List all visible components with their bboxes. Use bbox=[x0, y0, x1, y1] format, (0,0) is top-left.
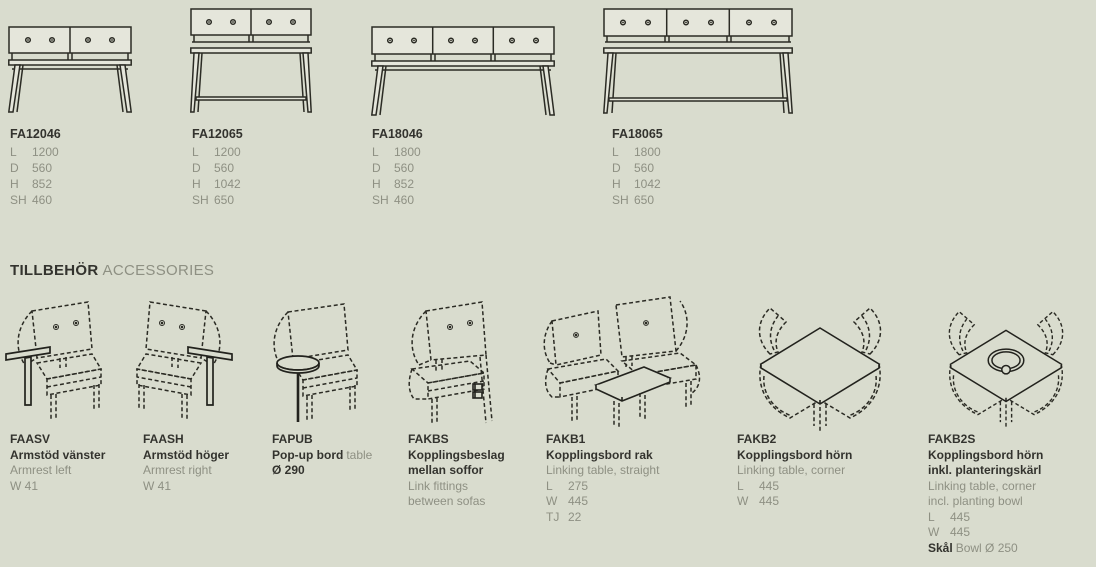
accessory-code: FAKB2 bbox=[737, 432, 777, 446]
accessory-name: Pop-up bord table bbox=[272, 447, 373, 462]
spec-row: H 852 bbox=[372, 177, 415, 191]
spec-row: H 1042 bbox=[192, 177, 241, 191]
accessory-name-en: Linking table, straight bbox=[546, 463, 660, 477]
product-code: FA18065 bbox=[612, 127, 663, 141]
section-heading bbox=[10, 262, 214, 279]
product-info-fa12065 bbox=[192, 126, 243, 208]
illustration-faash bbox=[132, 297, 234, 429]
accessory-code: FAASH bbox=[143, 432, 184, 446]
accessory-name-sv: Kopplingsbeslag bbox=[408, 447, 505, 462]
product-code: FA12046 bbox=[10, 127, 61, 141]
accessory-name-en: Linking table, corner bbox=[928, 478, 1037, 493]
accessory-info-fakb2 bbox=[737, 432, 872, 510]
spec-row: L 1800 bbox=[372, 145, 421, 159]
accessory-name-en: Armrest left bbox=[10, 463, 72, 477]
accessory-name-sv: Armstöd vänster bbox=[10, 447, 106, 462]
spec-row: SH 460 bbox=[10, 193, 53, 207]
dim-row: W 41 bbox=[143, 478, 172, 493]
spec-row: H 1042 bbox=[612, 177, 661, 191]
accessory-name-en: incl. planting bowl bbox=[928, 494, 1023, 508]
accessory-name-sv: mellan soffor bbox=[408, 463, 484, 477]
illustration-fa12065 bbox=[190, 8, 312, 113]
accessory-code: FAKB1 bbox=[546, 432, 586, 446]
accessory-name-en: between sofas bbox=[408, 494, 486, 508]
spec-row: L 1800 bbox=[612, 145, 661, 159]
accessory-code: FAKB2S bbox=[928, 432, 976, 446]
product-info-fa12046 bbox=[10, 126, 61, 208]
accessory-diameter: Ø 290 bbox=[272, 463, 305, 477]
spec-row: L 1200 bbox=[192, 145, 241, 159]
product-info-fa18046 bbox=[372, 126, 423, 208]
spec-row: SH 460 bbox=[372, 193, 415, 207]
product-info-fa18065 bbox=[612, 126, 663, 208]
dim-row: W 445 bbox=[737, 494, 780, 508]
accessory-name-en: Armrest right bbox=[143, 463, 212, 477]
section-title-english: ACCESSORIES bbox=[102, 262, 215, 279]
illustration-fakb1 bbox=[540, 293, 705, 435]
illustration-fapub bbox=[258, 300, 360, 430]
product-code: FA12065 bbox=[192, 127, 243, 141]
accessory-info-fakb1 bbox=[546, 432, 681, 525]
spec-row: L 1200 bbox=[10, 145, 59, 159]
spec-row: D 560 bbox=[612, 161, 655, 175]
armrest-right bbox=[188, 347, 232, 405]
illustration-fa12046 bbox=[8, 26, 132, 113]
illustration-fa18065 bbox=[603, 8, 793, 114]
illustration-faasv bbox=[4, 297, 106, 429]
illustration-fakbs bbox=[398, 297, 500, 429]
illustration-fa18046 bbox=[371, 26, 555, 116]
spec-row: H 852 bbox=[10, 177, 53, 191]
product-code: FA18046 bbox=[372, 127, 423, 141]
accessory-code: FAASV bbox=[10, 432, 51, 446]
spec-row: SH 650 bbox=[192, 193, 235, 207]
dim-row: W 445 bbox=[546, 494, 589, 508]
accessory-name-en: Link fittings bbox=[408, 478, 469, 493]
accessory-info-fakb2s bbox=[928, 432, 1063, 556]
spec-row: SH 650 bbox=[612, 193, 655, 207]
accessory-code: FAPUB bbox=[272, 432, 313, 446]
armrest-left bbox=[6, 347, 50, 405]
dim-row: L 445 bbox=[737, 478, 780, 493]
accessory-info-fakbs bbox=[408, 432, 543, 510]
accessory-name-sv: Armstöd höger bbox=[143, 447, 230, 462]
spec-row: D 560 bbox=[372, 161, 415, 175]
dim-row: TJ 22 bbox=[546, 509, 582, 524]
illustration-fakb2s bbox=[918, 296, 1094, 434]
accessory-info-fapub bbox=[272, 432, 407, 479]
dim-row: W 41 bbox=[10, 478, 39, 493]
section-title-swedish: TILLBEHÖR bbox=[10, 262, 99, 279]
bowl-row: Skål Bowl Ø 250 bbox=[928, 540, 1018, 555]
spec-row: D 560 bbox=[10, 161, 53, 175]
accessory-info-faash bbox=[143, 432, 278, 494]
accessory-name-sv: Kopplingsbord hörn bbox=[737, 447, 853, 462]
dim-row: L 275 bbox=[546, 478, 589, 493]
accessory-name-sv: Kopplingsbord hörn bbox=[928, 447, 1044, 462]
accessory-info-faasv bbox=[10, 432, 145, 494]
linking-table-corner bbox=[761, 328, 879, 404]
link-fitting-bracket bbox=[473, 384, 482, 398]
accessory-code: FAKBS bbox=[408, 432, 449, 446]
dim-row: W 445 bbox=[928, 525, 971, 539]
illustration-fakb2 bbox=[726, 296, 914, 434]
accessory-name-sv: inkl. planteringskärl bbox=[928, 463, 1042, 477]
spec-row: D 560 bbox=[192, 161, 235, 175]
dim-row: L 445 bbox=[928, 509, 971, 524]
accessory-name-en: Linking table, corner bbox=[737, 463, 846, 477]
accessory-name-sv: Kopplingsbord rak bbox=[546, 447, 653, 462]
